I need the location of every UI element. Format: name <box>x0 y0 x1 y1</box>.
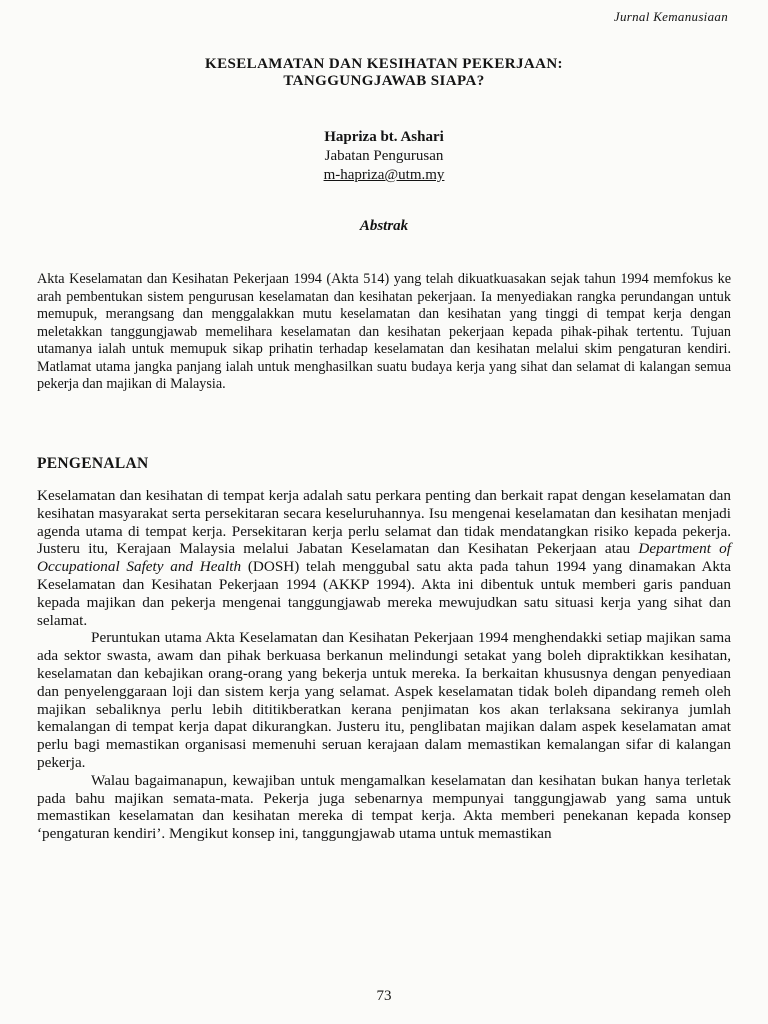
paragraph-2: Peruntukan utama Akta Keselamatan dan Kesihatan Pekerjaan 1994 menghendakki setiap majikan sama ada sektor swasta, awam dan pihak berkuasa berkanun melindungi setakat yang boleh dipraktikkan kesihatan, keselamatan dan kebajikan orang-orang yang bekerja untuk mereka. Ia berkaitan khususnya dengan penyediaan dan penyelenggaraan loji dan sistem kerja yang selamat. Aspek keselamatan tidak boleh dipandang remeh oleh majikan sebaliknya perlu lebih dititikberatkan kerana penjimatan kos akan terlaksana sekiranya jumlah kemalangan di tempat kerja dapat dikurangkan. Justeru itu, penglibatan majikan dalam aspek keselamatan amat perlu bagi memastikan organisasi memenuhi seruan kerajaan dalam memastikan kemalangan sifar di kalangan pekerja. <box>37 629 731 771</box>
page-number: 73 <box>376 988 392 1004</box>
author-block <box>0 128 768 185</box>
paragraph-1 <box>37 487 731 629</box>
abstract-text: Akta Keselamatan dan Kesihatan Pekerjaan 1994 (Akta 514) yang telah dikuatkuasakan sejak tahun 1994 memfokus ke arah pembentukan sistem pengurusan keselamatan dan kesihatan pekerjaan. Ia menyediakan rangka perundangan untuk memupuk, merangsang dan menggalakkan mutu keselamatan dan kesihatan yang tinggi di tempat kerja dengan meletakkan tanggungjawab memelihara keselamatan dan kesihatan pekerjaan kepada pihak-pihak tertentu. Tujuan utamanya ialah untuk memupuk sikap prihatin terhadap keselamatan dan kesihatan melalui skim pengaturan kendiri. Matlamat utama jangka panjang ialah untuk menghasilkan suatu budaya kerja yang sihat dan selamat di kalangan semua pekerja dan majikan di Malaysia. <box>37 271 731 392</box>
title-line-1: KESELAMATAN DAN KESIHATAN PEKERJAAN: <box>205 56 563 72</box>
paragraph-1-italic: Department of Occupational Safety and Health <box>37 540 731 576</box>
journal-name: Jurnal Kemanusiaan <box>613 9 728 24</box>
author-department: Jabatan Pengurusan <box>324 148 444 164</box>
author-email[interactable]: m-hapriza@utm.my <box>323 167 445 183</box>
author-name: Hapriza bt. Ashari <box>324 129 444 145</box>
paragraph-1-part-1: Keselamatan dan kesihatan di tempat kerja adalah satu perkara penting dan berkait rapat dengan keselamatan dan kesihatan masyarakat serta persekitaran secara keseluruhannya. Isu mengenai keselamatan dan kesihatan menjadi agenda utama di tempat kerja. Persekitaran kerja perlu selamat dan tidak mendatangkan risiko kepada pekerja. Justeru itu, Kerajaan Malaysia melalui Jabatan Keselamatan dan Kesihatan Pekerjaan atau <box>37 487 731 558</box>
paragraph-1-part-2: (DOSH) telah menggubal satu akta pada tahun 1994 yang dinamakan Akta Keselamatan dan Kesihatan Pekerjaan 1994 (AKKP 1994). Akta ini dibentuk untuk memberi garis panduan kepada majikan dan pekerja mengenai tanggungjawab mereka mewujudkan satu situasi kerja yang sihat dan selamat. <box>37 558 731 629</box>
article-title <box>0 56 768 90</box>
abstract-heading: Abstrak <box>359 218 409 234</box>
section-heading: PENGENALAN <box>37 455 149 472</box>
title-line-2: TANGGUNGJAWAB SIAPA? <box>283 73 485 89</box>
section-body <box>37 487 731 843</box>
paragraph-3: Walau bagaimanapun, kewajiban untuk mengamalkan keselamatan dan kesihatan bukan hanya terletak pada bahu majikan semata-mata. Pekerja juga sebenarnya mempunyai tanggungjawab yang sama untuk memastikan keselamatan dan kesihatan mereka di tempat kerja. Akta memberi penekanan kepada konsep ‘pengaturan kendiri’. Mengikut konsep ini, tanggungjawab utama untuk memastikan <box>37 771 731 843</box>
